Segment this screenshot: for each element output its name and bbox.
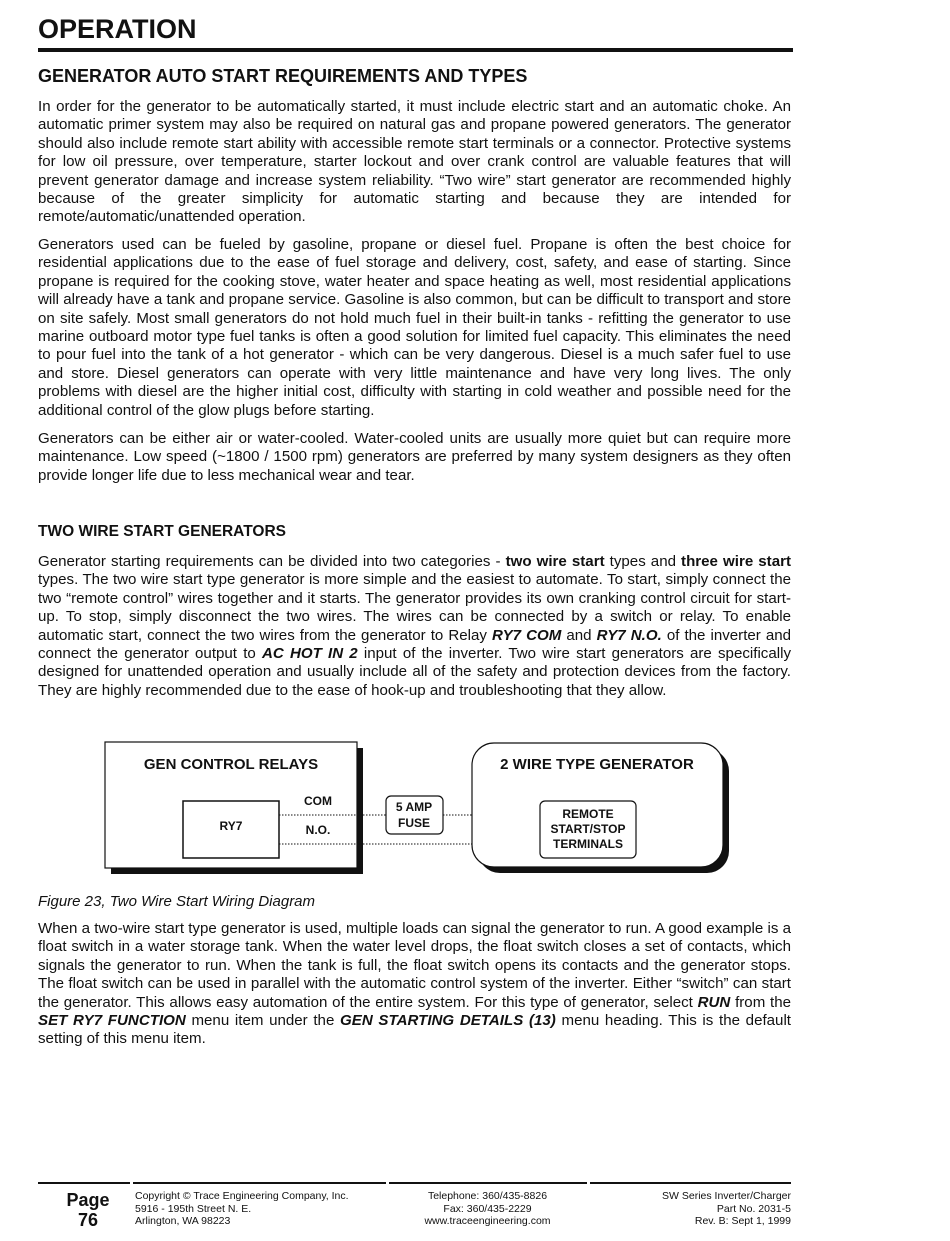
subheading-two-wire: TWO WIRE START GENERATORS — [38, 523, 286, 540]
page-number: 76 — [77, 1210, 99, 1230]
part-number: Part No. 2031-5 — [716, 1202, 791, 1215]
website-link[interactable]: www.traceengineering.com — [424, 1215, 551, 1227]
footer-product — [600, 1190, 791, 1228]
footer-rule-contact — [389, 1182, 587, 1184]
relay-ry7-label: RY7 — [219, 819, 243, 833]
terminals-label-1: REMOTE — [562, 807, 614, 821]
com-label: COM — [304, 794, 332, 808]
footer-copyright — [135, 1190, 349, 1228]
text-run: of the inverter and connect the generator output to — [38, 626, 792, 663]
paragraph-fuel-types: Generators used can be fueled by gasoline, propane or diesel fuel. Propane is often the best choice for residential applications due to the ease of fuel storage and delivery, cost, safety, and ease of starting. Since propane is required for the cooking stove, water heater and space heating as well, most residential applications will already have a tank and propane service. Gasoline is also common, but can be difficult to transport and store on site safely. Most small generators do not hold much fuel in their built-in tanks - refitting the generator to use marine outboard motor type fuel tanks is often a good solution for limited fuel capacity. This eliminates the need to pour fuel into the tank of a hot generator - which can be very dangerous. Diesel is a much safer fuel to use and store. Diesel generators can operate with very little maintenance and have very long lives. The only problems with diesel are the higher initial cost, difficulty with starting in cold weather and possible need for the additional control of the glow plugs before starting. — [38, 236, 791, 419]
fax: Fax: 360/435-2229 — [443, 1202, 532, 1215]
paragraph-auto-start: In order for the generator to be automatically started, it must include electric start and an automatic choke. An automatic primer system may also be required on natural gas and propane powered generators. The generator should also include remote start ability with accessible remote start terminals or a connector. Protective systems for low oil pressure, over temperature, starter lockout and over crank control are valuable features that will prevent generator damage and increase system reliability. “Two wire” start generator are recommended highly because of the greater simplicity for automatic starting and because they are intended for remote/automatic/unattended operation. — [38, 98, 791, 226]
footer-rule-left — [38, 1182, 130, 1184]
section-title: OPERATION — [38, 14, 197, 44]
text-run: and — [561, 626, 597, 644]
terminals-label-2: START/STOP — [550, 822, 626, 836]
text-run: When a two-wire start type generator is used, multiple loads can signal the generator to run. A good example is a float switch in a water storage tank. When the water level drops, the float switch closes a set of contacts, which signals the generator to run. When the tank is full, the float switch opens its contacts and the generator stops. The float switch can be used in parallel with the automatic control system of the inverter. Either “switch” can start the generator. This allows easy automation of the entire system. For this type of generator, select — [38, 920, 791, 1011]
text-run: input of the inverter. Two wire start generators are specifically designed for unattended operation and usually include all of the safety and protection devices from the factory. They are highly recommended due to the ease of hook-up and troubleshooting that they allow. — [38, 645, 791, 699]
bold-italic-term: AC HOT IN 2 — [261, 645, 358, 663]
copyright-text: Copyright © Trace Engineering Company, Inc. — [135, 1190, 349, 1202]
no-label: N.O. — [305, 823, 331, 837]
text-run: menu heading. This is the default setting of this menu item. — [38, 1012, 791, 1048]
footer-contact — [400, 1190, 575, 1228]
paragraph-float-switch — [38, 920, 791, 1049]
fuse-label-2: FUSE — [397, 816, 431, 830]
bold-italic-term: GEN STARTING DETAILS (13) — [340, 1012, 556, 1030]
text-run: from the — [730, 993, 791, 1011]
footer-rule-product — [590, 1182, 791, 1184]
bold-term: three wire start — [681, 553, 791, 570]
bold-italic-term: RUN — [697, 993, 731, 1011]
bold-italic-term: RY7 COM — [491, 626, 562, 644]
fuse-label-1: 5 AMP — [395, 800, 433, 814]
telephone: Telephone: 360/435-8826 — [427, 1190, 548, 1202]
address-line-1: 5916 - 195th Street N. E. — [135, 1202, 252, 1215]
footer-rule-copyright — [133, 1182, 386, 1184]
page-number-block — [58, 1190, 118, 1230]
page-word: Page — [66, 1190, 110, 1210]
section-heading: GENERATOR AUTO START REQUIREMENTS AND TYPES — [38, 66, 528, 86]
address-line-2: Arlington, WA 98223 — [135, 1215, 231, 1227]
relays-title: GEN CONTROL RELAYS — [143, 756, 319, 773]
product-name: SW Series Inverter/Charger — [662, 1190, 791, 1202]
text-run: menu item under the — [185, 1012, 341, 1030]
bold-italic-term: SET RY7 FUNCTION — [38, 1012, 186, 1030]
revision: Rev. B: Sept 1, 1999 — [694, 1215, 791, 1227]
text-run: types. The two wire start type generator is more simple and the easiest to automate. To start, simply connect the two “remote control” wires together and it starts. The generator provides its own cranking control circuit for start-up. To stop, simply disconnect the two wires. The wires can be connected by a switch or relay. To enable automatic start, connect the two wires from the generator to Relay — [38, 571, 791, 644]
text-run: types and — [604, 553, 682, 570]
terminals-label-3: TERMINALS — [553, 837, 623, 851]
paragraph-cooling: Generators can be either air or water-cooled. Water-cooled units are usually more quiet but can require more maintenance. Low speed (~1800 / 1500 rpm) generators are preferred by many system designers as they often provide longer life due to less mechanical wear and tear. — [38, 430, 791, 484]
bold-italic-term: RY7 N.O. — [596, 626, 662, 644]
text-run: Generator starting requirements can be divided into two categories - — [38, 553, 506, 570]
bold-term: two wire start — [505, 553, 605, 570]
generator-title: 2 WIRE TYPE GENERATOR — [500, 756, 694, 773]
figure-caption: Figure 23, Two Wire Start Wiring Diagram — [38, 893, 316, 910]
